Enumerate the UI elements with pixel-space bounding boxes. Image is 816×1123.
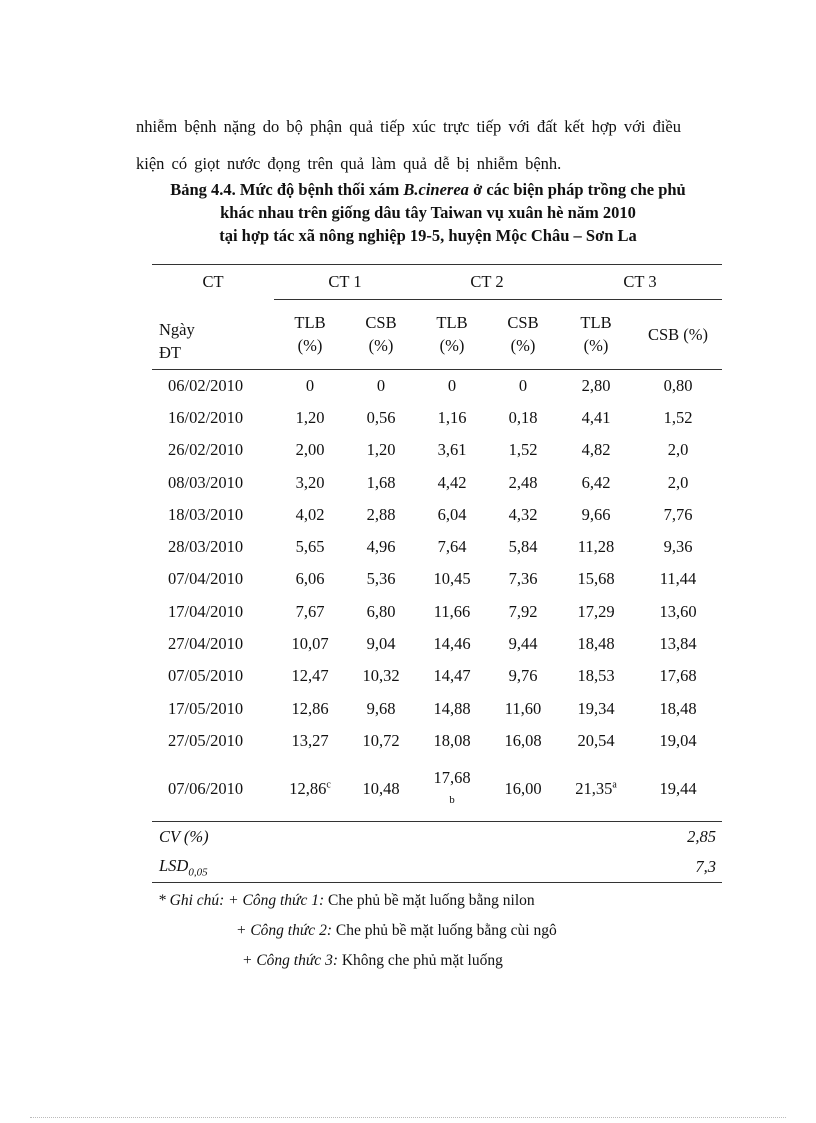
cell-ct2-csb: 5,84 (508, 537, 538, 557)
cv-value: 2,85 (687, 827, 716, 847)
table-row-last (152, 757, 722, 822)
cell-ct1-csb: 1,68 (366, 472, 396, 492)
cell-date: 07/06/2010 (168, 779, 244, 799)
cell-ct2-csb: 1,52 (508, 440, 538, 460)
cv-row (152, 822, 722, 853)
header-ct1-tlb: TLB (%) (274, 300, 346, 370)
cell-ct3-tlb: 9,66 (581, 504, 611, 524)
cell-ct3-csb: 13,84 (659, 634, 697, 654)
cell-ct2-csb: 2,48 (508, 472, 538, 492)
cell-ct3-csb: 1,52 (663, 407, 693, 427)
header-group-ct3: CT 3 (558, 265, 722, 300)
cell-ct2-csb: 16,08 (504, 730, 542, 750)
header-group-ct1: CT 1 (274, 265, 416, 300)
cell-ct3-csb: 2,0 (667, 472, 689, 492)
cell-ct2-csb: 11,60 (504, 698, 542, 718)
cell-ct3-csb: 2,0 (667, 440, 689, 460)
cell-ct1-csb: 0,56 (366, 407, 396, 427)
cell-ct2-csb: 0,18 (508, 407, 538, 427)
cell-ct2-tlb: 14,47 (433, 666, 471, 686)
cell-ct1-csb: 9,68 (366, 698, 396, 718)
cell-ct2-tlb: 1,16 (437, 407, 467, 427)
note-line-3: + Công thức 3: Không che phủ mặt luống (242, 952, 503, 969)
caption-line-1: Bảng 4.4. Mức độ bệnh thối xám B.cinerea ở các biện pháp trồng che phủ (170, 180, 686, 199)
table-row (152, 499, 722, 531)
cell-date: 17/05/2010 (168, 698, 244, 718)
cell-date: 28/03/2010 (168, 537, 244, 557)
table-caption (120, 178, 736, 247)
cell-ct2-tlb: 0 (447, 375, 457, 395)
lsd-value: 7,3 (695, 857, 716, 877)
header-row-1 (152, 265, 722, 300)
table-row (152, 434, 722, 466)
cell-ct3-csb: 0,80 (663, 375, 693, 395)
body-paragraph (136, 108, 720, 182)
cell-ct2-csb: 16,00 (504, 779, 542, 799)
cell-ct3-tlb: 11,28 (577, 537, 615, 557)
table-row (152, 531, 722, 563)
cell-ct1-tlb: 2,00 (295, 440, 325, 460)
cell-ct2-tlb: 4,42 (437, 472, 467, 492)
cell-ct2-tlb: 11,66 (433, 601, 471, 621)
paragraph-line-2: kiện có giọt nước đọng trên quả làm quả dễ bị nhiễm bệnh. (136, 154, 562, 173)
cell-date: 26/02/2010 (168, 440, 244, 460)
cell-date: 07/04/2010 (168, 569, 244, 589)
cell-ct2-csb: 0 (518, 375, 528, 395)
header-ct3-csb: CSB (%) (634, 300, 722, 370)
cell-date: 16/02/2010 (168, 407, 244, 427)
notes (158, 886, 557, 976)
cell-ct1-tlb: 5,65 (295, 537, 325, 557)
cell-ct2-tlb: 3,61 (437, 440, 467, 460)
cell-ct1-csb: 5,36 (366, 569, 396, 589)
cell-ct2-tlb: 14,88 (433, 698, 471, 718)
cell-ct3-tlb: 19,34 (577, 698, 615, 718)
cell-date: 27/05/2010 (168, 730, 244, 750)
cell-ct2-tlb: 10,45 (433, 569, 471, 589)
cell-ct3-tlb: 18,48 (577, 634, 615, 654)
cell-ct2-csb: 9,76 (508, 666, 538, 686)
cell-ct3-tlb: 4,82 (581, 440, 611, 460)
header-ct2-csb: CSB (%) (488, 300, 558, 370)
cell-ct2-tlb: 7,64 (437, 537, 467, 557)
header-row-2 (152, 300, 722, 370)
cell-date: 17/04/2010 (168, 601, 244, 621)
table-row (152, 369, 722, 402)
cell-ct1-csb: 2,88 (366, 504, 396, 524)
cell-date: 06/02/2010 (168, 375, 244, 395)
cell-ct3-csb: 9,36 (663, 537, 693, 557)
significance-letter: b (449, 794, 455, 807)
lsd-row (152, 852, 722, 883)
table-body (152, 369, 722, 757)
table-row (152, 628, 722, 660)
cell-ct3-tlb: 18,53 (577, 666, 615, 686)
cell-ct3-tlb: 4,41 (581, 407, 611, 427)
table-row (152, 402, 722, 434)
cell-ct1-csb: 10,72 (362, 730, 400, 750)
cell-ct2-csb: 7,92 (508, 601, 538, 621)
table-row (152, 692, 722, 724)
cell-ct3-csb: 7,76 (663, 504, 693, 524)
cell-ct3-tlb: 20,54 (577, 730, 615, 750)
cell-ct3-tlb: 21,35$^a$ (575, 779, 617, 799)
cell-date: 27/04/2010 (168, 634, 244, 654)
cell-ct1-tlb: 10,07 (291, 634, 329, 654)
cell-ct1-tlb: 4,02 (295, 504, 325, 524)
table-row (152, 660, 722, 692)
cell-ct1-csb: 10,48 (362, 779, 400, 799)
cell-ct1-tlb: 0 (305, 375, 315, 395)
cell-ct1-tlb: 12,47 (291, 666, 329, 686)
cell-ct1-tlb: 13,27 (291, 730, 329, 750)
cell-date: 07/05/2010 (168, 666, 244, 686)
cell-ct1-csb: 0 (376, 375, 386, 395)
cell-ct3-tlb: 2,80 (581, 375, 611, 395)
header-ct3-tlb: TLB (%) (558, 300, 634, 370)
caption-line-3: tại hợp tác xã nông nghiệp 19-5, huyện Mộc Châu – Sơn La (219, 226, 637, 245)
table-row (152, 563, 722, 595)
header-ct1-csb: CSB (%) (346, 300, 416, 370)
cell-ct2-tlb: 17,68 b (416, 757, 488, 822)
cell-ct3-csb: 18,48 (659, 698, 697, 718)
cell-ct1-csb: 6,80 (366, 601, 396, 621)
page-footer-divider (30, 1117, 786, 1118)
cell-ct1-tlb: 1,20 (295, 407, 325, 427)
cell-ct1-tlb: 7,67 (295, 601, 325, 621)
species-name: B.cinerea (403, 180, 469, 199)
cell-ct2-tlb: 18,08 (433, 730, 471, 750)
lsd-label: $LSD_{0,05}$ (159, 855, 208, 879)
cell-ct2-csb: 4,32 (508, 504, 538, 524)
cell-ct2-csb: 9,44 (508, 634, 538, 654)
cell-ct1-tlb: 12,86$^c$ (289, 779, 331, 799)
cell-ct3-tlb: 17,29 (577, 601, 615, 621)
cell-ct2-csb: 7,36 (508, 569, 538, 589)
cell-ct1-tlb: 6,06 (295, 569, 325, 589)
cell-ct2-tlb: 14,46 (433, 634, 471, 654)
cell-ct3-csb: 11,44 (659, 569, 697, 589)
header-group-ct2: CT 2 (416, 265, 558, 300)
cell-date: 18/03/2010 (168, 504, 244, 524)
table-row (152, 466, 722, 498)
table-row (152, 596, 722, 628)
cell-ct3-csb: 17,68 (659, 666, 697, 686)
cell-ct1-tlb: 3,20 (295, 472, 325, 492)
cell-ct3-tlb: 6,42 (581, 472, 611, 492)
disease-table (152, 264, 722, 883)
cell-date: 08/03/2010 (168, 472, 244, 492)
cell-ct3-csb: 13,60 (659, 601, 697, 621)
header-ct2-tlb: TLB (%) (416, 300, 488, 370)
table-row (152, 725, 722, 757)
note-line-2: + Công thức 2: Che phủ bề mặt luống bằng cùi ngô (236, 922, 557, 939)
note-line-1: * Ghi chú: + Công thức 1: Che phủ bề mặt luống bằng nilon (158, 892, 535, 909)
caption-line-2: khác nhau trên giống dâu tây Taiwan vụ xuân hè năm 2010 (220, 203, 636, 222)
cell-ct3-tlb: 15,68 (577, 569, 615, 589)
cell-ct3-csb: 19,44 (659, 779, 697, 799)
cell-ct1-csb: 9,04 (366, 634, 396, 654)
cell-ct1-tlb: 12,86 (291, 698, 329, 718)
significance-letter: a (612, 779, 617, 791)
cell-ct1-csb: 4,96 (366, 537, 396, 557)
cell-ct2-tlb: 6,04 (437, 504, 467, 524)
significance-letter: c (326, 779, 331, 791)
cell-ct1-csb: 1,20 (366, 440, 396, 460)
paragraph-line-1: nhiễm bệnh nặng do bộ phận quả tiếp xúc trực tiếp với đất kết hợp với điều (136, 117, 682, 136)
header-ct: CT (152, 265, 274, 300)
cell-ct1-csb: 10,32 (362, 666, 400, 686)
header-ngay: Ngày ĐT (159, 320, 195, 362)
cell-ct3-csb: 19,04 (659, 730, 697, 750)
cv-label: CV (%) (159, 827, 209, 847)
